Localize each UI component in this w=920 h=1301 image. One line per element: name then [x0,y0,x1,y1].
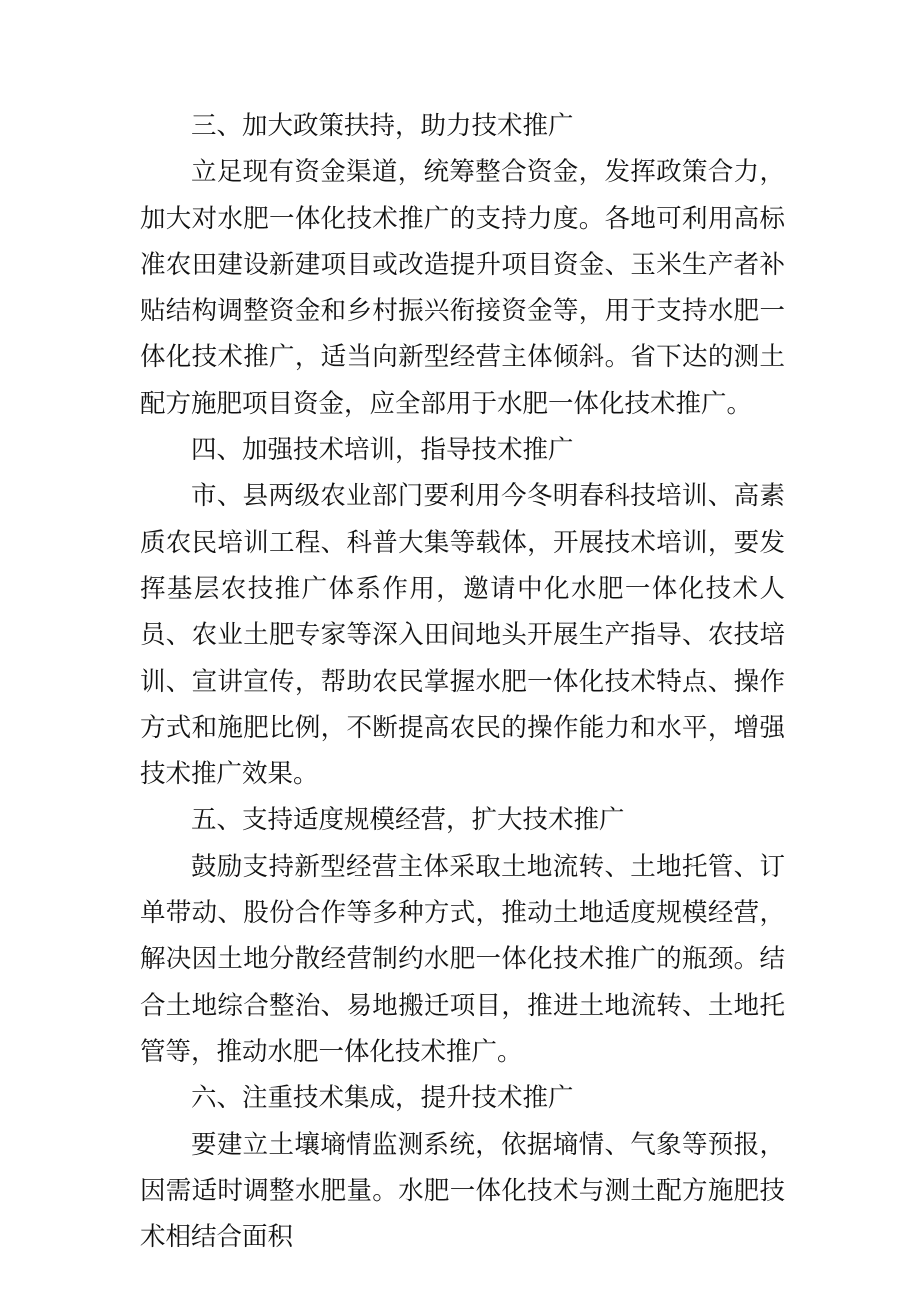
section-paragraph-6: 要建立土壤墒情监测系统，依据墒情、气象等预报，因需适时调整水肥量。水肥一体化技术与测土配方施肥技术相结合面积 [140,1129,785,1253]
section-paragraph-5: 鼓励支持新型经营主体采取土地流转、土地托管、订单带动、股份合作等多种方式，推动土地适度规模经营，解决因土地分散经营制约水肥一体化技术推广的瓶颈。结合土地综合整治、易地搬迁项目，推进土地流转、土地托管等，推动水肥一体化技术推广。 [140,851,785,1067]
section-paragraph-4: 市、县两级农业部门要利用今冬明春科技培训、高素质农民培训工程、科普大集等载体，开展技术培训，要发挥基层农技推广体系作用，邀请中化水肥一体化技术人员、农业土肥专家等深入田间地头开展生产指导、农技培训、宣讲宣传，帮助农民掌握水肥一体化技术特点、操作方式和施肥比例，不断提高农民的操作能力和水平，增强技术推广效果。 [140,481,785,790]
section-heading-3: 三、加大政策扶持，助力技术推广 [191,111,574,141]
document-body [140,103,785,1260]
section-heading-6: 六、注重技术集成，提升技术推广 [191,1083,574,1114]
section-heading-4: 四、加强技术培训，指导技术推广 [191,435,574,466]
section-heading-5: 五、支持适度规模经营，扩大技术推广 [191,805,625,836]
section-paragraph-3: 立足现有资金渠道，统筹整合资金，发挥政策合力，加大对水肥一体化技术推广的支持力度。各地可利用高标准农田建设新建项目或改造提升项目资金、玉米生产者补贴结构调整资金和乡村振兴衔接资金等，用于支持水肥一体化技术推广，适当向新型经营主体倾斜。省下达的测土配方施肥项目资金，应全部用于水肥一体化技术推广。 [140,157,785,419]
